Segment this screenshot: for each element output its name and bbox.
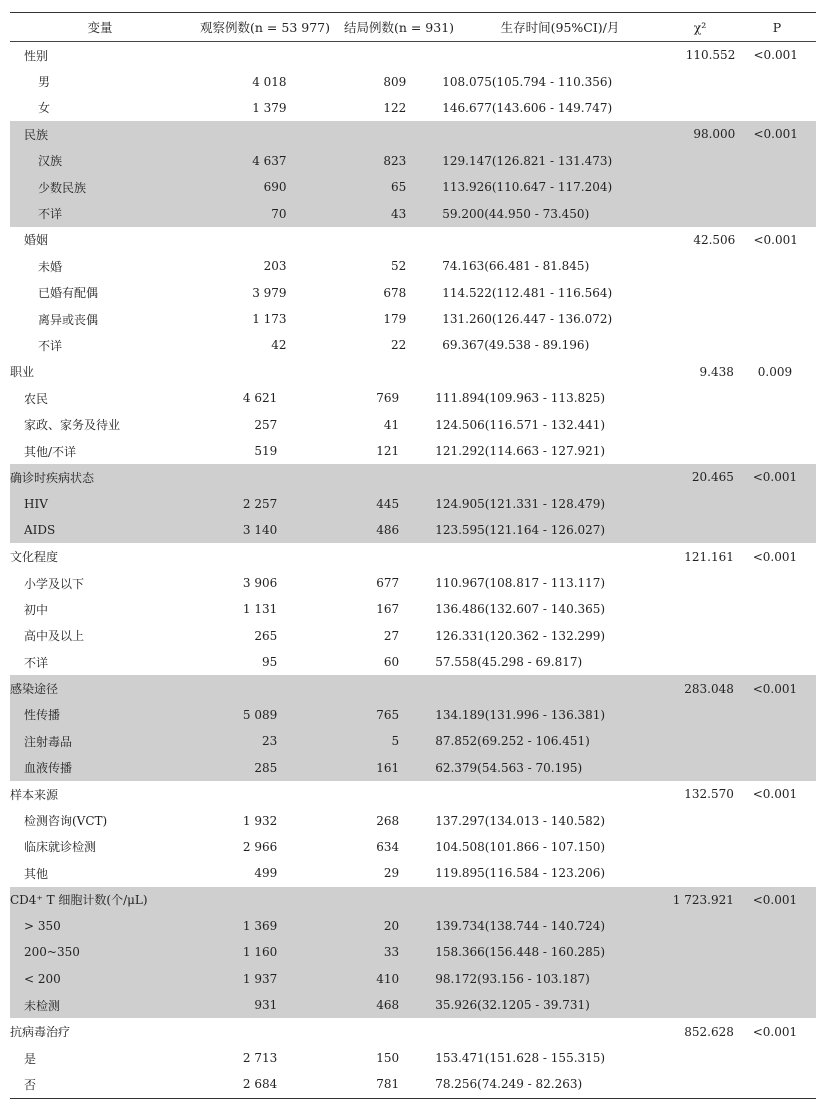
header-variable: 变量 xyxy=(87,20,113,35)
header-p: P xyxy=(772,19,782,35)
cell-observed: 1 131 xyxy=(242,602,278,617)
row-label: 民族 xyxy=(24,127,49,142)
row-label: 其他 xyxy=(24,866,49,881)
cell-observed: 1 160 xyxy=(242,945,278,960)
cell-p: <0.001 xyxy=(752,892,798,907)
cell-survival: 104.508(101.866 - 107.150) xyxy=(435,839,606,854)
cell-survival: 113.926(110.647 - 117.204) xyxy=(442,180,613,195)
header-observed: 观察例数(n = 53 977) xyxy=(200,20,330,35)
table-row xyxy=(10,543,816,569)
cell-observed: 23 xyxy=(261,734,278,749)
cell-p: <0.001 xyxy=(752,549,798,564)
table-row xyxy=(10,939,816,965)
row-label: 家政、家务及待业 xyxy=(24,418,121,433)
cell-outcome: 150 xyxy=(376,1051,400,1066)
row-label: 文化程度 xyxy=(10,550,59,565)
cell-survival: 129.147(126.821 - 131.473) xyxy=(442,153,613,168)
cell-observed: 3 140 xyxy=(242,523,278,538)
cell-p: <0.001 xyxy=(752,1024,798,1039)
cell-observed: 42 xyxy=(271,338,287,353)
table-row xyxy=(10,834,816,860)
cell-outcome: 765 xyxy=(376,707,400,722)
table-header-row xyxy=(10,13,816,41)
cell-survival: 136.486(132.607 - 140.365) xyxy=(435,602,606,617)
cell-chi2: 9.438 xyxy=(699,364,734,379)
row-label: HIV xyxy=(24,496,48,511)
row-label: 汉族 xyxy=(38,154,63,169)
row-label: 未婚 xyxy=(38,259,63,274)
cell-observed: 5 089 xyxy=(242,707,278,722)
cell-observed: 1 369 xyxy=(242,919,278,934)
cell-outcome: 268 xyxy=(376,813,400,828)
table-row xyxy=(10,596,816,622)
row-label: > 350 xyxy=(24,919,61,934)
row-label: 已婚有配偶 xyxy=(38,286,99,301)
cell-survival: 137.297(134.013 - 140.582) xyxy=(435,813,606,828)
cell-observed: 931 xyxy=(254,998,278,1013)
cell-outcome: 60 xyxy=(383,655,400,670)
row-label: 农民 xyxy=(24,391,49,406)
cell-chi2: 852.628 xyxy=(684,1024,734,1039)
cell-outcome: 781 xyxy=(376,1077,400,1092)
cell-survival: 69.367(49.538 - 89.196) xyxy=(442,338,590,353)
row-label: 感染途径 xyxy=(10,682,59,697)
cell-chi2: 20.465 xyxy=(691,470,734,485)
cell-outcome: 5 xyxy=(391,734,400,749)
table-row xyxy=(10,411,816,437)
table-row xyxy=(10,121,816,147)
cell-outcome: 179 xyxy=(383,312,407,327)
row-label: 初中 xyxy=(24,602,49,617)
cell-outcome: 410 xyxy=(376,971,400,986)
row-label: 性传播 xyxy=(24,708,61,723)
cell-survival: 139.734(138.744 - 140.724) xyxy=(435,919,606,934)
cell-outcome: 121 xyxy=(376,444,400,459)
cell-p: <0.001 xyxy=(753,127,798,142)
cell-survival: 62.379(54.563 - 70.195) xyxy=(435,760,583,775)
row-label: CD4⁺ T 细胞计数(个/μL) xyxy=(10,893,148,908)
table-row xyxy=(10,649,816,675)
table-row xyxy=(10,1045,816,1071)
table-row xyxy=(10,728,816,754)
row-label: 婚姻 xyxy=(24,233,49,248)
table-row xyxy=(10,913,816,939)
table-row xyxy=(10,570,816,596)
cell-observed: 285 xyxy=(254,760,278,775)
cell-outcome: 29 xyxy=(383,866,400,881)
table-row xyxy=(10,966,816,992)
cell-survival: 146.677(143.606 - 149.747) xyxy=(442,100,613,115)
cell-observed: 95 xyxy=(261,655,278,670)
cell-chi2: 98.000 xyxy=(693,127,736,142)
cell-survival: 153.471(151.628 - 155.315) xyxy=(435,1051,606,1066)
table-row xyxy=(10,755,816,781)
cell-observed: 1 173 xyxy=(252,312,287,327)
row-label: 否 xyxy=(24,1077,37,1092)
row-label: 不详 xyxy=(24,655,49,670)
row-label: 性别 xyxy=(24,48,49,63)
cell-outcome: 445 xyxy=(376,496,400,511)
row-label: 不详 xyxy=(38,207,63,222)
cell-survival: 114.522(112.481 - 116.564) xyxy=(442,285,613,300)
row-label: AIDS xyxy=(24,523,56,538)
table-row xyxy=(10,95,816,121)
cell-observed: 2 684 xyxy=(242,1077,278,1092)
cell-observed: 2 966 xyxy=(242,839,278,854)
cell-survival: 124.905(121.331 - 128.479) xyxy=(435,496,606,511)
cell-outcome: 41 xyxy=(383,417,400,432)
cell-survival: 131.260(126.447 - 136.072) xyxy=(442,312,613,327)
table-row xyxy=(10,148,816,174)
cell-outcome: 122 xyxy=(383,100,407,115)
table-row xyxy=(10,807,816,833)
cell-observed: 265 xyxy=(254,628,278,643)
cell-outcome: 65 xyxy=(390,180,407,195)
cell-observed: 519 xyxy=(254,444,278,459)
cell-survival: 111.894(109.963 - 113.825) xyxy=(435,391,606,406)
cell-survival: 124.506(116.571 - 132.441) xyxy=(435,417,606,432)
cell-outcome: 634 xyxy=(376,839,400,854)
cell-outcome: 161 xyxy=(376,760,400,775)
cell-survival: 158.366(156.448 - 160.285) xyxy=(435,945,606,960)
table-row xyxy=(10,623,816,649)
cell-chi2: 1 723.921 xyxy=(672,892,734,907)
table-row xyxy=(10,887,816,913)
cell-p: <0.001 xyxy=(753,48,798,63)
cell-outcome: 52 xyxy=(390,259,407,274)
cell-observed: 257 xyxy=(254,417,278,432)
row-label: 离异或丧偶 xyxy=(38,312,99,327)
cell-survival: 59.200(44.950 - 73.450) xyxy=(442,206,590,221)
row-label: 血液传播 xyxy=(24,761,73,776)
row-label: < 200 xyxy=(24,971,61,986)
cell-outcome: 677 xyxy=(376,576,400,590)
row-label: 其他/不详 xyxy=(24,444,77,459)
table-row xyxy=(10,992,816,1018)
cell-outcome: 468 xyxy=(376,998,400,1013)
row-label: 是 xyxy=(24,1051,37,1066)
cell-survival: 74.163(66.481 - 81.845) xyxy=(442,259,590,274)
cell-observed: 4 637 xyxy=(252,153,287,168)
cell-chi2: 121.161 xyxy=(684,549,734,564)
row-label: 女 xyxy=(38,101,51,116)
cell-outcome: 22 xyxy=(390,338,407,353)
cell-observed: 1 379 xyxy=(252,100,287,115)
cell-observed: 70 xyxy=(271,206,287,221)
cell-outcome: 20 xyxy=(383,919,400,934)
cell-outcome: 43 xyxy=(390,206,407,221)
table-row xyxy=(10,68,816,94)
cell-p: <0.001 xyxy=(752,787,798,802)
table-row xyxy=(10,860,816,886)
row-label: 临床就诊检测 xyxy=(24,840,97,855)
table-row xyxy=(10,1018,816,1044)
row-label: 确诊时疾病状态 xyxy=(10,470,95,485)
cell-survival: 78.256(74.249 - 82.263) xyxy=(435,1077,583,1092)
row-label: 职业 xyxy=(10,365,35,380)
row-label: 未检测 xyxy=(24,998,61,1013)
cell-p: 0.009 xyxy=(757,364,793,379)
row-label: 样本来源 xyxy=(10,787,59,802)
table-row xyxy=(10,517,816,543)
table-row xyxy=(10,359,816,385)
table-row xyxy=(10,781,816,807)
cell-p: <0.001 xyxy=(752,681,798,696)
table-row xyxy=(10,332,816,358)
cell-p: <0.001 xyxy=(752,470,798,485)
cell-survival: 110.967(108.817 - 113.117) xyxy=(435,576,606,590)
cell-observed: 4 018 xyxy=(252,74,287,89)
cell-outcome: 769 xyxy=(376,391,400,406)
table-row xyxy=(10,42,816,68)
table-row xyxy=(10,702,816,728)
row-label: 抗病毒治疗 xyxy=(10,1025,71,1040)
cell-observed: 3 906 xyxy=(242,576,278,590)
row-label: 200~350 xyxy=(24,945,80,960)
cell-survival: 108.075(105.794 - 110.356) xyxy=(442,74,613,89)
row-label: 检测咨询(VCT) xyxy=(24,814,108,829)
cell-chi2: 283.048 xyxy=(684,681,734,696)
table-row xyxy=(10,253,816,279)
table-row xyxy=(10,174,816,200)
row-label: 少数民族 xyxy=(38,180,87,195)
cell-outcome: 809 xyxy=(383,74,407,89)
cell-survival: 121.292(114.663 - 127.921) xyxy=(435,444,606,459)
table-body xyxy=(10,42,816,1098)
table-row xyxy=(10,675,816,701)
cell-outcome: 27 xyxy=(383,628,400,643)
table-row xyxy=(10,491,816,517)
header-survival: 生存时间(95%CI)/月 xyxy=(500,20,620,35)
row-label: 高中及以上 xyxy=(24,629,85,644)
cell-survival: 126.331(120.362 - 132.299) xyxy=(435,628,606,643)
cell-chi2: 110.552 xyxy=(685,48,736,63)
cell-observed: 203 xyxy=(263,259,287,274)
survival-table xyxy=(10,0,816,1099)
cell-chi2: 42.506 xyxy=(693,232,736,247)
cell-survival: 87.852(69.252 - 106.451) xyxy=(435,734,590,749)
row-label: 注射毒品 xyxy=(24,734,73,749)
row-label: 不详 xyxy=(38,338,63,353)
table-row xyxy=(10,200,816,226)
cell-survival: 35.926(32.1205 - 39.731) xyxy=(435,998,590,1013)
table-row xyxy=(10,464,816,490)
cell-observed: 499 xyxy=(254,866,278,881)
cell-observed: 4 621 xyxy=(242,391,278,406)
cell-survival: 119.895(116.584 - 123.206) xyxy=(435,866,606,881)
cell-observed: 3 979 xyxy=(252,285,287,300)
cell-survival: 123.595(121.164 - 126.027) xyxy=(435,523,606,538)
header-chi2: χ² xyxy=(693,19,707,35)
cell-chi2: 132.570 xyxy=(684,787,734,802)
cell-survival: 57.558(45.298 - 69.817) xyxy=(435,655,583,670)
cell-outcome: 823 xyxy=(383,153,407,168)
cell-observed: 1 932 xyxy=(242,813,278,828)
header-outcome: 结局例数(n = 931) xyxy=(343,20,455,35)
table-row xyxy=(10,438,816,464)
cell-observed: 2 257 xyxy=(242,496,278,511)
cell-survival: 134.189(131.996 - 136.381) xyxy=(435,707,606,722)
cell-survival: 98.172(93.156 - 103.187) xyxy=(435,971,590,986)
cell-observed: 2 713 xyxy=(242,1051,278,1066)
table-row xyxy=(10,1071,816,1097)
table-bottom-rule xyxy=(10,1098,816,1099)
cell-observed: 1 937 xyxy=(242,971,278,986)
cell-outcome: 678 xyxy=(383,285,407,300)
cell-observed: 690 xyxy=(263,180,287,195)
cell-outcome: 486 xyxy=(376,523,400,538)
table-row xyxy=(10,385,816,411)
cell-outcome: 167 xyxy=(376,602,400,617)
cell-p: <0.001 xyxy=(753,232,798,247)
row-label: 男 xyxy=(38,75,51,90)
row-label: 小学及以下 xyxy=(24,576,85,591)
table-row xyxy=(10,306,816,332)
table-row xyxy=(10,227,816,253)
cell-outcome: 33 xyxy=(383,945,400,960)
table-row xyxy=(10,280,816,306)
